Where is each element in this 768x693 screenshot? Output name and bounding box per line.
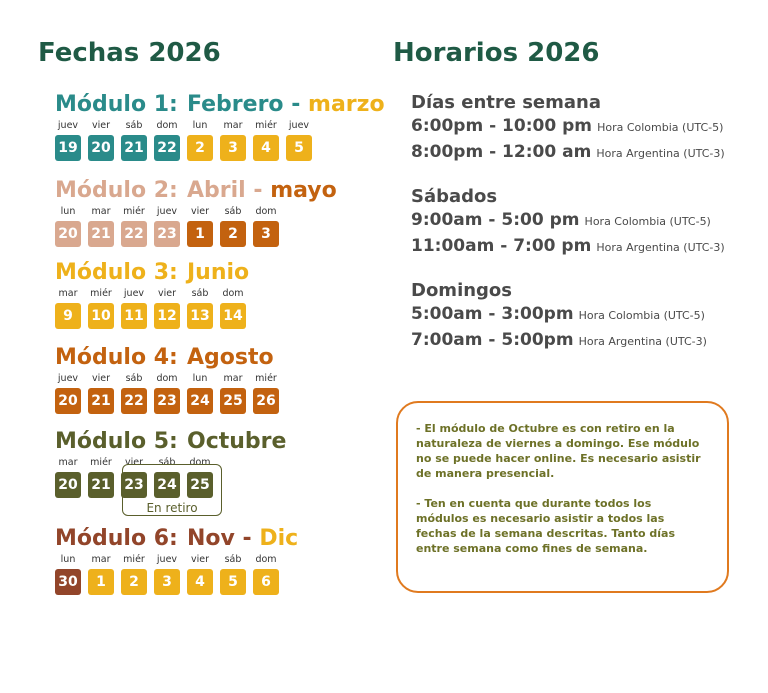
- date-row: [55, 135, 385, 163]
- module-title: [55, 429, 286, 455]
- date-chip: 21: [121, 135, 147, 161]
- month-separator: -: [253, 178, 263, 203]
- weekday-label: vier: [124, 457, 143, 468]
- weekday-label: mar: [58, 457, 78, 468]
- weekday-label: mar: [223, 373, 243, 384]
- date-chip: 5: [286, 135, 312, 161]
- schedule-time: 9:00am - 5:00 pm: [411, 210, 580, 230]
- weekday-label: miér: [90, 457, 112, 468]
- date-chip: 20: [88, 135, 114, 161]
- date-chip: 20: [55, 388, 81, 414]
- weekday-label: lun: [60, 554, 76, 565]
- module-title: [55, 526, 298, 552]
- module-title: [55, 345, 274, 371]
- schedule-time: 5:00am - 3:00pm: [411, 304, 574, 324]
- weekday-label: vier: [157, 288, 176, 299]
- month-name: Abril: [187, 178, 246, 203]
- module-4: [55, 345, 277, 416]
- date-chip: 22: [154, 135, 180, 161]
- date-chip: 21: [88, 388, 114, 414]
- date-chip: 30: [55, 569, 81, 595]
- schedule-time: 8:00pm - 12:00 am: [411, 142, 592, 162]
- weekday-label: mar: [91, 206, 111, 217]
- date-chip: 12: [154, 303, 180, 329]
- date-chip: 2: [187, 135, 213, 161]
- schedule-timezone: Hora Colombia (UTC-5): [597, 121, 724, 134]
- module-label: Módulo 6:: [55, 526, 178, 551]
- weekday-row: [55, 553, 298, 569]
- schedule-block: [411, 186, 725, 260]
- module-title: [55, 178, 337, 204]
- month-name: Junio: [187, 260, 250, 285]
- module-label: Módulo 4:: [55, 345, 178, 370]
- month-name: mayo: [270, 178, 337, 203]
- date-chip: 3: [154, 569, 180, 595]
- module-label: Módulo 2:: [55, 178, 178, 203]
- schedule-time: 7:00am - 5:00pm: [411, 330, 574, 350]
- weekday-row: [55, 205, 337, 221]
- schedule-block: [411, 92, 725, 166]
- date-chip: 25: [187, 472, 213, 498]
- module-3: [55, 260, 249, 331]
- date-chip: 21: [88, 221, 114, 247]
- module-title: [55, 92, 385, 118]
- weekday-label: mar: [58, 288, 78, 299]
- schedule-row: [411, 208, 725, 234]
- schedule-timezone: Hora Colombia (UTC-5): [584, 215, 711, 228]
- weekday-label: sáb: [191, 288, 209, 299]
- date-row: [55, 221, 337, 249]
- date-chip: 24: [187, 388, 213, 414]
- date-chip: 9: [55, 303, 81, 329]
- date-chip: 2: [220, 221, 246, 247]
- schedule-timezone: Hora Argentina (UTC-3): [596, 241, 725, 254]
- weekday-label: lun: [60, 206, 76, 217]
- schedule-row: [411, 328, 707, 354]
- date-chip: 23: [154, 221, 180, 247]
- date-chip: 22: [121, 221, 147, 247]
- weekday-label: vier: [190, 554, 209, 565]
- weekday-label: miér: [255, 373, 277, 384]
- month-name: Nov: [187, 526, 235, 551]
- weekday-label: miér: [90, 288, 112, 299]
- month-name: Octubre: [187, 429, 287, 454]
- weekday-label: juev: [156, 554, 178, 565]
- date-chip: 23: [121, 472, 147, 498]
- date-chip: 2: [121, 569, 147, 595]
- date-chip: 3: [253, 221, 279, 247]
- weekday-row: [55, 119, 385, 135]
- weekday-label: juev: [57, 373, 79, 384]
- date-row: [55, 569, 298, 597]
- weekday-label: dom: [156, 373, 178, 384]
- module-6: [55, 526, 298, 597]
- month-separator: -: [242, 526, 252, 551]
- module-1: [55, 92, 385, 163]
- date-chip: 21: [88, 472, 114, 498]
- schedule-row: [411, 234, 725, 260]
- notes-box: [396, 401, 729, 593]
- weekday-row: [55, 287, 249, 303]
- weekday-row: [55, 372, 277, 388]
- date-chip: 22: [121, 388, 147, 414]
- weekday-label: miér: [123, 206, 145, 217]
- weekday-label: sáb: [125, 120, 143, 131]
- weekday-label: dom: [255, 206, 277, 217]
- fechas-heading: Fechas 2026: [38, 38, 221, 68]
- date-chip: 19: [55, 135, 81, 161]
- schedule-timezone: Hora Argentina (UTC-3): [578, 335, 707, 348]
- schedule-time: 11:00am - 7:00 pm: [411, 236, 592, 256]
- module-label: Módulo 3:: [55, 260, 178, 285]
- module-title: [55, 260, 249, 286]
- month-name: marzo: [308, 92, 385, 117]
- weekday-label: vier: [190, 206, 209, 217]
- module-label: Módulo 1:: [55, 92, 178, 117]
- date-chip: 4: [253, 135, 279, 161]
- month-name: Dic: [259, 526, 299, 551]
- schedule-title: Domingos: [411, 280, 513, 301]
- weekday-label: sáb: [158, 457, 176, 468]
- weekday-label: juev: [123, 288, 145, 299]
- date-chip: 4: [187, 569, 213, 595]
- date-chip: 13: [187, 303, 213, 329]
- module-2: [55, 178, 337, 249]
- schedule-title: Sábados: [411, 186, 498, 207]
- weekday-label: lun: [192, 120, 208, 131]
- weekday-label: sáb: [224, 554, 242, 565]
- weekday-label: sáb: [224, 206, 242, 217]
- weekday-label: dom: [156, 120, 178, 131]
- month-separator: -: [291, 92, 301, 117]
- weekday-label: mar: [223, 120, 243, 131]
- date-row: [55, 388, 274, 416]
- schedule-title: Días entre semana: [411, 92, 602, 113]
- note-attendance: - Ten en cuenta que durante todos los módulos es necesario asistir a todos las fechas de la semana descritas. Tanto días entre semana como fines de semana.: [416, 497, 675, 555]
- weekday-label: juev: [288, 120, 310, 131]
- schedule-block: [411, 280, 707, 354]
- weekday-label: dom: [255, 554, 277, 565]
- date-row: [55, 472, 286, 515]
- weekday-label: juev: [156, 206, 178, 217]
- date-chip: 26: [253, 388, 279, 414]
- month-name: Agosto: [187, 345, 274, 370]
- weekday-label: juev: [57, 120, 79, 131]
- date-chip: 25: [220, 388, 246, 414]
- weekday-label: vier: [91, 120, 110, 131]
- module-label: Módulo 5:: [55, 429, 178, 454]
- date-chip: 11: [121, 303, 147, 329]
- weekday-label: vier: [91, 373, 110, 384]
- date-chip: 20: [55, 221, 81, 247]
- horarios-heading: Horarios 2026: [393, 38, 600, 68]
- weekday-label: dom: [222, 288, 244, 299]
- date-chip: 23: [154, 388, 180, 414]
- date-row: [55, 303, 249, 331]
- schedule-row: [411, 302, 707, 328]
- module-5: [55, 429, 287, 515]
- date-chip: 1: [88, 569, 114, 595]
- date-chip: 3: [220, 135, 246, 161]
- schedule-row: [411, 140, 725, 166]
- date-chip: 10: [88, 303, 114, 329]
- date-chip: 24: [154, 472, 180, 498]
- date-chip: 5: [220, 569, 246, 595]
- date-chip: 1: [187, 221, 213, 247]
- weekday-label: miér: [123, 554, 145, 565]
- date-chip: 14: [220, 303, 246, 329]
- month-name: Febrero: [187, 92, 284, 117]
- weekday-label: lun: [192, 373, 208, 384]
- schedule-timezone: Hora Colombia (UTC-5): [578, 309, 705, 322]
- weekday-label: sáb: [125, 373, 143, 384]
- weekday-label: mar: [91, 554, 111, 565]
- schedule-row: [411, 114, 725, 140]
- note-retiro: - El módulo de Octubre es con retiro en la naturaleza de viernes a domingo. Ese módulo no se puede hacer online. Es necesario asistir de manera presencial.: [416, 422, 701, 480]
- weekday-label: miér: [255, 120, 277, 131]
- weekday-label: dom: [189, 457, 211, 468]
- schedule-timezone: Hora Argentina (UTC-3): [596, 147, 725, 160]
- schedule-time: 6:00pm - 10:00 pm: [411, 116, 592, 136]
- retiro-label: En retiro: [146, 501, 198, 515]
- date-chip: 20: [55, 472, 81, 498]
- date-chip: 6: [253, 569, 279, 595]
